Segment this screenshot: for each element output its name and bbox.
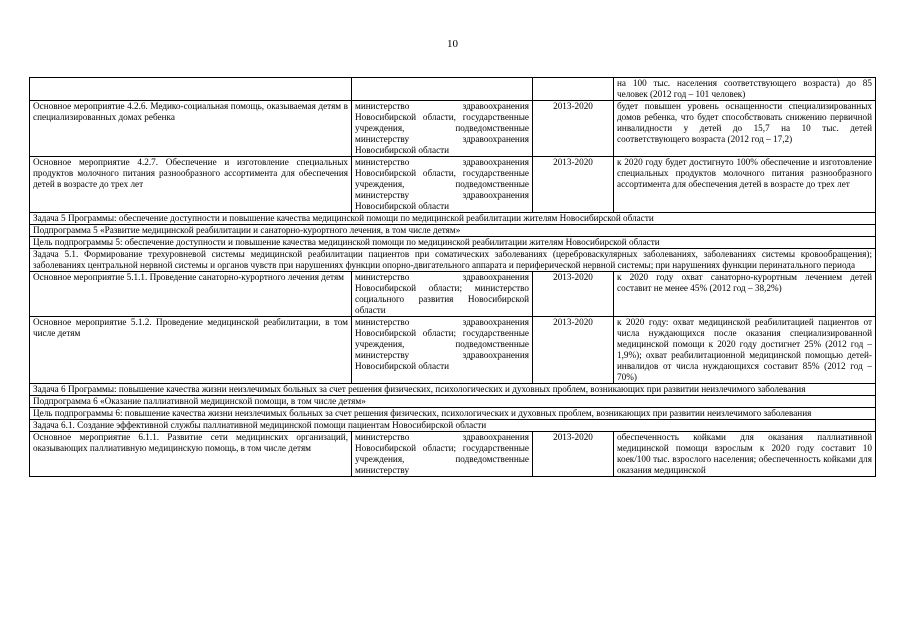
subprogram-5-text: Подпрограмма 5 «Развитие медицинской реабилитации и санаторно-курортного лечения, в том числе детям» xyxy=(30,225,876,237)
subprogram-row xyxy=(30,396,876,408)
subprogram-6-text: Подпрограмма 6 «Оказание паллиативной медицинской помощи, в том числе детям» xyxy=(30,396,876,408)
executor-cell: министерство здравоохранения Новосибирской области; министерство социального развития Новосибирской области xyxy=(352,272,533,317)
measure-cell: Основное мероприятие 5.1.2. Проведение медицинской реабилитации, в том числе детям xyxy=(30,317,352,384)
task-6-1-text: Задача 6.1. Создание эффективной службы паллиативной медицинской помощи пациентам Новосибирской области xyxy=(30,420,876,432)
table-row xyxy=(30,317,876,384)
executor-cell: министерство здравоохранения Новосибирской области; государственные учреждения, подведомственные министерству здравоохранения Новосибирской области xyxy=(352,317,533,384)
goal-6-text: Цель подпрограммы 6: повышение качества жизни неизлечимых больных за счет решения физических, психологических и духовных проблем, возникающих при развитии неизлечимого заболевания xyxy=(30,408,876,420)
task-5-text: Задача 5 Программы: обеспечение доступности и повышение качества медицинской помощи по медицинской реабилитации жителям Новосибирской области xyxy=(30,213,876,225)
executor-cell xyxy=(352,78,533,101)
result-cell: к 2020 году будет достигнуто 100% обеспечение и изготовление специальных продуктов молочного питания разнообразного ассортимента для обеспечения детей в возрасте до трех лет xyxy=(614,157,876,213)
table-row xyxy=(30,157,876,213)
period-cell: 2013-2020 xyxy=(533,157,614,213)
goal-5-text: Цель подпрограммы 5: обеспечение доступности и повышение качества медицинской помощи по медицинской реабилитации жителям Новосибирской области xyxy=(30,237,876,249)
period-cell xyxy=(533,78,614,101)
goal-row xyxy=(30,408,876,420)
task-row xyxy=(30,384,876,396)
result-cell: к 2020 году: охват медицинской реабилитацией пациентов от числа нуждающихся после оказания специализированной медицинской помощи к 2020 году достигнет 25% (2012 год – 1,9%); охват реабилитационной медицинской помощью детей-инвалидов от числа нуждающихся составит 85% (2012 год – 70%) xyxy=(614,317,876,384)
period-cell: 2013-2020 xyxy=(533,101,614,157)
period-cell: 2013-2020 xyxy=(533,432,614,477)
task-row xyxy=(30,249,876,272)
program-measures-table xyxy=(29,77,876,477)
task-6-text: Задача 6 Программы: повышение качества жизни неизлечимых больных за счет решения физических, психологических и духовных проблем, возникающих при развитии неизлечимого заболевания xyxy=(30,384,876,396)
executor-cell: министерство здравоохранения Новосибирской области, государственные учреждения, подведомственные министерству здравоохранения Новосибирской области xyxy=(352,101,533,157)
executor-cell: министерство здравоохранения Новосибирской области; государственные учреждения, подведомственные министерству xyxy=(352,432,533,477)
result-cell: на 100 тыс. населения соответствующего возраста) до 85 человек (2012 год – 101 человек) xyxy=(614,78,876,101)
measure-cell: Основное мероприятие 5.1.1. Проведение санаторно-курортного лечения детям xyxy=(30,272,352,317)
subprogram-row xyxy=(30,225,876,237)
page-number: 10 xyxy=(447,38,458,50)
table-row xyxy=(30,78,876,101)
goal-row xyxy=(30,237,876,249)
result-cell: к 2020 году охват санаторно-курортным лечением детей составит не менее 45% (2012 год – 38,2%) xyxy=(614,272,876,317)
table-row xyxy=(30,432,876,477)
measure-cell: Основное мероприятие 6.1.1. Развитие сети медицинских организаций, оказывающих паллиативную медицинскую помощь, в том числе детям xyxy=(30,432,352,477)
table-row xyxy=(30,272,876,317)
task-row xyxy=(30,213,876,225)
measure-cell xyxy=(30,78,352,101)
result-cell: обеспеченность койками для оказания паллиативной медицинской помощи взрослым к 2020 году составит 10 коек/100 тыс. взрослого населения; обеспеченность койками для оказания медицинской xyxy=(614,432,876,477)
executor-cell: министерство здравоохранения Новосибирской области, государственные учреждения, подведомственные министерству здравоохранения Новосибирской области xyxy=(352,157,533,213)
result-cell: будет повышен уровень оснащенности специализированных домов ребенка, что будет способствовать снижению первичной инвалидности у детей до 15,7 на 10 тыс. детей соответствующего возраста (2012 год – 17,2) xyxy=(614,101,876,157)
measure-cell: Основное мероприятие 4.2.6. Медико-социальная помощь, оказываемая детям в специализированных домах ребенка xyxy=(30,101,352,157)
task-row xyxy=(30,420,876,432)
table-row xyxy=(30,101,876,157)
task-5-1-text: Задача 5.1. Формирование трехуровневой системы медицинской реабилитации пациентов при соматических заболеваниях (цереброваскулярных заболеваниях, заболеваниях системы кровообращения); заболеваниях центральной нервной системы и органов чувств при нарушениях функции опорно-двигательного аппарата и периферической нервной системы; при нарушениях функции перинатального периода xyxy=(30,249,876,272)
period-cell: 2013-2020 xyxy=(533,317,614,384)
period-cell: 2013-2020 xyxy=(533,272,614,317)
measure-cell: Основное мероприятие 4.2.7. Обеспечение и изготовление специальных продуктов молочного питания разнообразного ассортимента для обеспечения детей в возрасте до трех лет xyxy=(30,157,352,213)
